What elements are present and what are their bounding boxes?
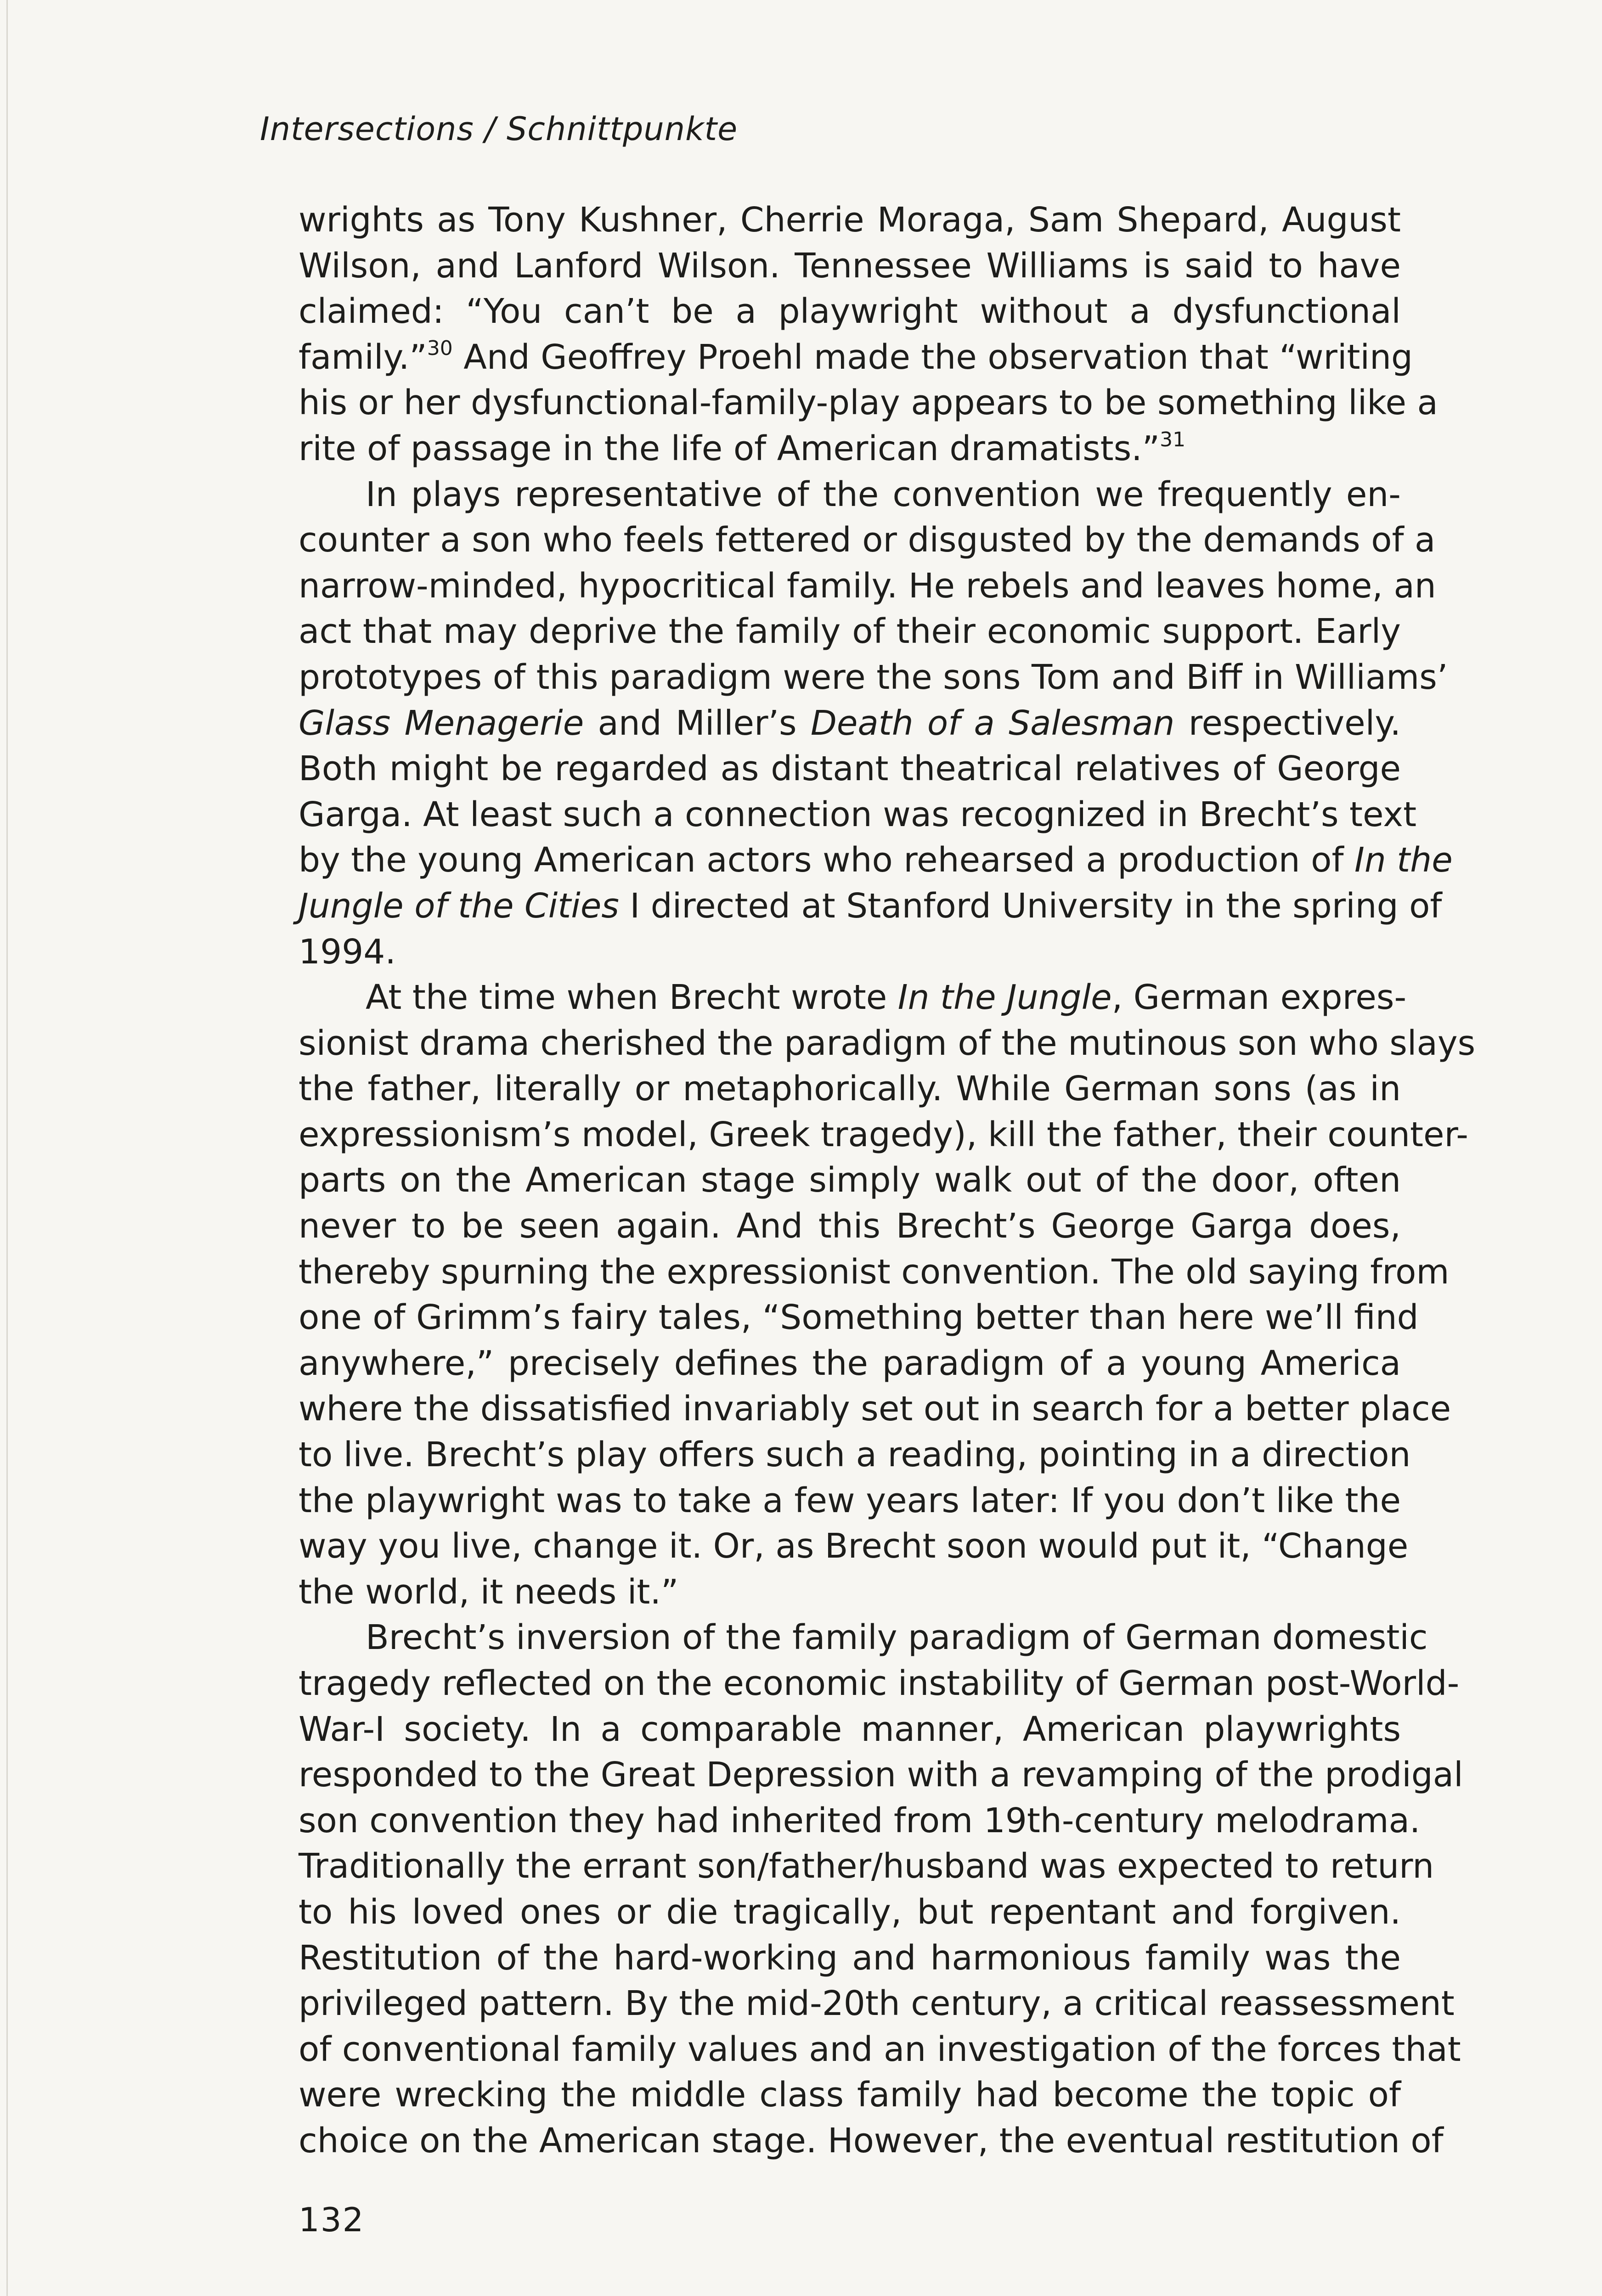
text-run: his or her dysfunctional-family-play appears to be something like a (299, 383, 1438, 423)
text-run: parts on the American stage simply walk out of the door, often (299, 1160, 1401, 1200)
text-run: privileged pattern. By the mid-20th century, a critical reassessment (299, 1984, 1455, 2024)
text-line (299, 472, 1401, 518)
text-run: Wilson, and Lanford Wilson. Tennessee Williams is said to have (299, 246, 1401, 286)
text-line (299, 792, 1417, 838)
text-run: to live. Brecht’s play offers such a reading, pointing in a direction (299, 1435, 1411, 1475)
text-run: Traditionally the errant son/father/husband was expected to return (299, 1846, 1434, 1886)
text-run: sionist drama cherished the paradigm of the mutinous son who slays (299, 1023, 1476, 1063)
text-run: were wrecking the middle class family had become the topic of (299, 2075, 1401, 2115)
text-run: rite of passage in the life of American dramatists.” (299, 428, 1160, 468)
text-line (299, 380, 1438, 426)
text-line (299, 335, 1413, 381)
text-line (299, 2118, 1444, 2164)
text-line (299, 1661, 1460, 1707)
text-run: And Geoffrey Proehl made the observation that “writing (452, 337, 1413, 377)
text-line (299, 929, 1401, 975)
text-line (299, 1478, 1401, 1524)
text-line (299, 1158, 1401, 1204)
text-line (299, 1798, 1421, 1844)
text-run: act that may deprive the family of their economic support. Early (299, 612, 1401, 652)
text-run: At the time when Brecht wrote (366, 978, 898, 1018)
text-run: by the young American actors who rehearsed a production of (299, 840, 1355, 880)
text-run: thereby spurning the expressionist convention. The old saying from (299, 1252, 1450, 1292)
text-line (299, 746, 1401, 792)
text-line (299, 1844, 1434, 1890)
text-run: War-I society. In a comparable manner, American playwrights (299, 1709, 1401, 1749)
text-line (299, 1249, 1450, 1295)
text-run: expressionism’s model, Greek tragedy), kill the father, their counter- (299, 1114, 1468, 1154)
text-line (299, 1890, 1401, 1936)
text-line (299, 1066, 1401, 1112)
text-line (299, 243, 1401, 289)
italic-title: Death of a Salesman (810, 703, 1175, 743)
italic-title: Jungle of the Cities (299, 886, 619, 926)
text-run: responded to the Great Depression with a revamping of the prodigal (299, 1755, 1463, 1795)
text-run: Restitution of the hard-working and harmonious family was the (299, 1938, 1401, 1978)
text-line (299, 838, 1453, 884)
text-line (299, 1936, 1401, 1981)
text-line (299, 1021, 1476, 1067)
text-run: In plays representative of the convention we frequently en- (366, 474, 1401, 514)
text-run: Both might be regarded as distant theatrical relatives of George (299, 749, 1401, 789)
text-line (299, 975, 1407, 1021)
footnote-reference: 30 (427, 336, 453, 360)
text-run: counter a son who feels fettered or disgusted by the demands of a (299, 520, 1436, 560)
text-line (299, 1524, 1409, 1570)
text-run: the playwright was to take a few years later: If you don’t like the (299, 1480, 1401, 1520)
running-head: Intersections / Schnittpunkte (260, 110, 738, 148)
text-run: respectively. (1174, 703, 1401, 743)
text-line (299, 701, 1401, 747)
text-line (299, 1981, 1455, 2027)
text-run: son convention they had inherited from 19th-century melodrama. (299, 1801, 1421, 1840)
text-run: wrights as Tony Kushner, Cherrie Moraga, Sam Shepard, August (299, 200, 1401, 240)
text-line (299, 1707, 1401, 1753)
text-line (299, 884, 1442, 929)
text-run: narrow-minded, hypocritical family. He rebels and leaves home, an (299, 566, 1436, 606)
text-run: claimed: “You can’t be a playwright without a dysfunctional (299, 292, 1401, 332)
text-line (299, 655, 1448, 701)
text-line (299, 518, 1436, 563)
text-run: the father, literally or metaphorically. While German sons (as in (299, 1069, 1401, 1109)
text-run: one of Grimm’s fairy tales, “Something better than here we’ll find (299, 1298, 1419, 1338)
footnote-reference: 31 (1160, 428, 1186, 451)
text-line (299, 1386, 1451, 1432)
text-run: anywhere,” precisely defines the paradigm of a young America (299, 1343, 1401, 1383)
page-number: 132 (299, 2200, 365, 2239)
text-line (299, 1295, 1419, 1341)
italic-title: In the Jungle (897, 978, 1112, 1018)
text-line (299, 1752, 1463, 1798)
scan-edge-line (6, 0, 8, 2296)
text-line (299, 426, 1401, 472)
text-line (299, 289, 1401, 335)
text-run: of conventional family values and an investigation of the forces that (299, 2029, 1461, 2069)
italic-title: In the (1354, 840, 1453, 880)
text-run: where the dissatisfied invariably set out in search for a better place (299, 1389, 1451, 1429)
text-line (299, 609, 1401, 655)
text-run: Brecht’s inversion of the family paradigm of German domestic (366, 1618, 1428, 1658)
text-run: Garga. At least such a connection was recognized in Brecht’s text (299, 794, 1417, 834)
text-run: , German expres- (1111, 978, 1407, 1018)
text-run: and Miller’s (584, 703, 811, 743)
italic-title: Glass Menagerie (299, 703, 584, 743)
text-line (299, 1432, 1411, 1478)
text-line (299, 1204, 1401, 1249)
text-line (299, 2027, 1461, 2073)
text-run: to his loved ones or die tragically, but repentant and forgiven. (299, 1892, 1401, 1932)
text-run: never to be seen again. And this Brecht’s George Garga does, (299, 1206, 1401, 1246)
text-line (299, 1570, 1401, 1615)
text-run: tragedy reflected on the economic instability of German post-World- (299, 1664, 1460, 1703)
text-run: prototypes of this paradigm were the sons Tom and Biff in Williams’ (299, 657, 1448, 697)
text-run: I directed at Stanford University in the spring of (619, 886, 1442, 926)
body-text (299, 197, 1476, 2164)
text-run: way you live, change it. Or, as Brecht soon would put it, “Change (299, 1526, 1409, 1566)
text-run: the world, it needs it.” (299, 1572, 679, 1612)
text-line (299, 563, 1436, 609)
text-line (299, 1112, 1468, 1158)
text-line (299, 1615, 1428, 1661)
text-run: 1994. (299, 932, 396, 972)
text-line (299, 197, 1401, 243)
text-run: family.” (299, 337, 427, 377)
text-line (299, 2072, 1401, 2118)
text-run: choice on the American stage. However, the eventual restitution of (299, 2121, 1444, 2161)
text-line (299, 1341, 1401, 1387)
